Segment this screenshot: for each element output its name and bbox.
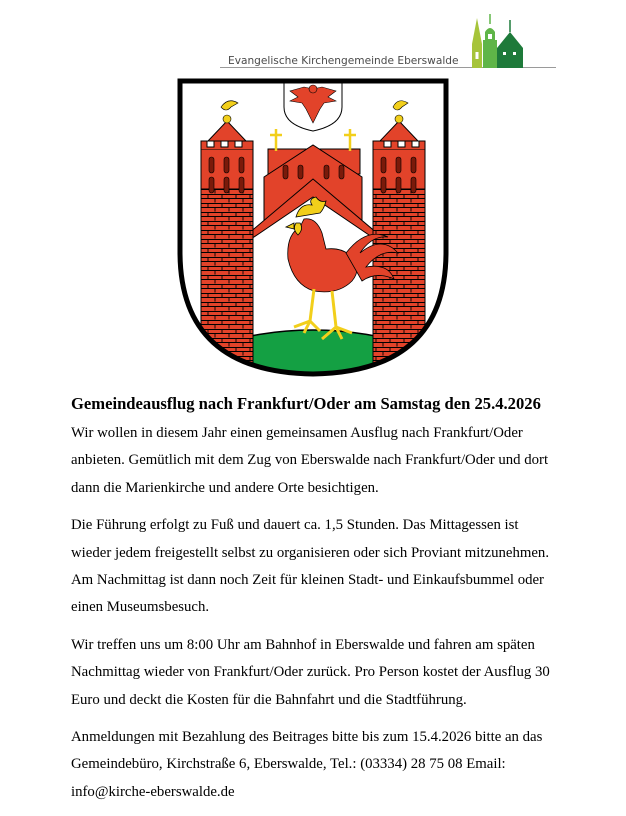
text-line: Am Nachmittag ist dann noch Zeit für kleinen Stadt- und Einkaufsbummel oder [71, 572, 544, 589]
article-title: Gemeindeausflug nach Frankfurt/Oder am Samstag den 25.4.2026 [71, 394, 541, 413]
text-line: Gemeindebüro, Kirchstraße 6, Eberswalde, Tel.: (03334) 28 75 08 Email: [71, 756, 506, 773]
article [71, 392, 561, 816]
paragraph-intro [71, 420, 561, 502]
text-line: Anmeldungen mit Bezahlung des Beitrages bitte bis zum 15.4.2026 bitte an das [71, 729, 543, 746]
letterhead [220, 14, 556, 70]
text-line: Nachmittag wieder von Frankfurt/Oder zurück. Pro Person kostet der Ausflug 30 [71, 664, 550, 681]
text-line: anbieten. Gemütlich mit dem Zug von Eberswalde nach Frankfurt/Oder und dort [71, 452, 549, 469]
text-line: Die Führung erfolgt zu Fuß und dauert ca. 1,5 Stunden. Das Mittagessen ist [71, 517, 519, 534]
email-link[interactable]: info@kirche-eberswalde.de [71, 783, 235, 800]
text-line: Wir treffen uns um 8:00 Uhr am Bahnhof in Eberswalde und fahren am späten [71, 636, 535, 653]
text-line: dann die Marienkirche und andere Orte besichtigen. [71, 479, 379, 496]
coat-of-arms-icon [176, 77, 450, 377]
text-line: Euro und deckt die Kosten für die Bahnfahrt und die Stadtführung. [71, 691, 467, 708]
text-line: wieder jedem freigestellt selbst zu organisieren oder sich Proviant mitzunehmen. [71, 544, 550, 561]
text-line: einen Museumsbesuch. [71, 599, 210, 616]
organization-name: Evangelische Kirchengemeinde Eberswalde [228, 55, 459, 67]
paragraph-tour [71, 512, 561, 622]
paragraph-registration [71, 724, 561, 806]
text-line: Wir wollen in diesem Jahr einen gemeinsamen Ausflug nach Frankfurt/Oder [71, 425, 523, 441]
paragraph-meeting [71, 632, 561, 714]
church-towers-logo-icon [470, 14, 534, 68]
